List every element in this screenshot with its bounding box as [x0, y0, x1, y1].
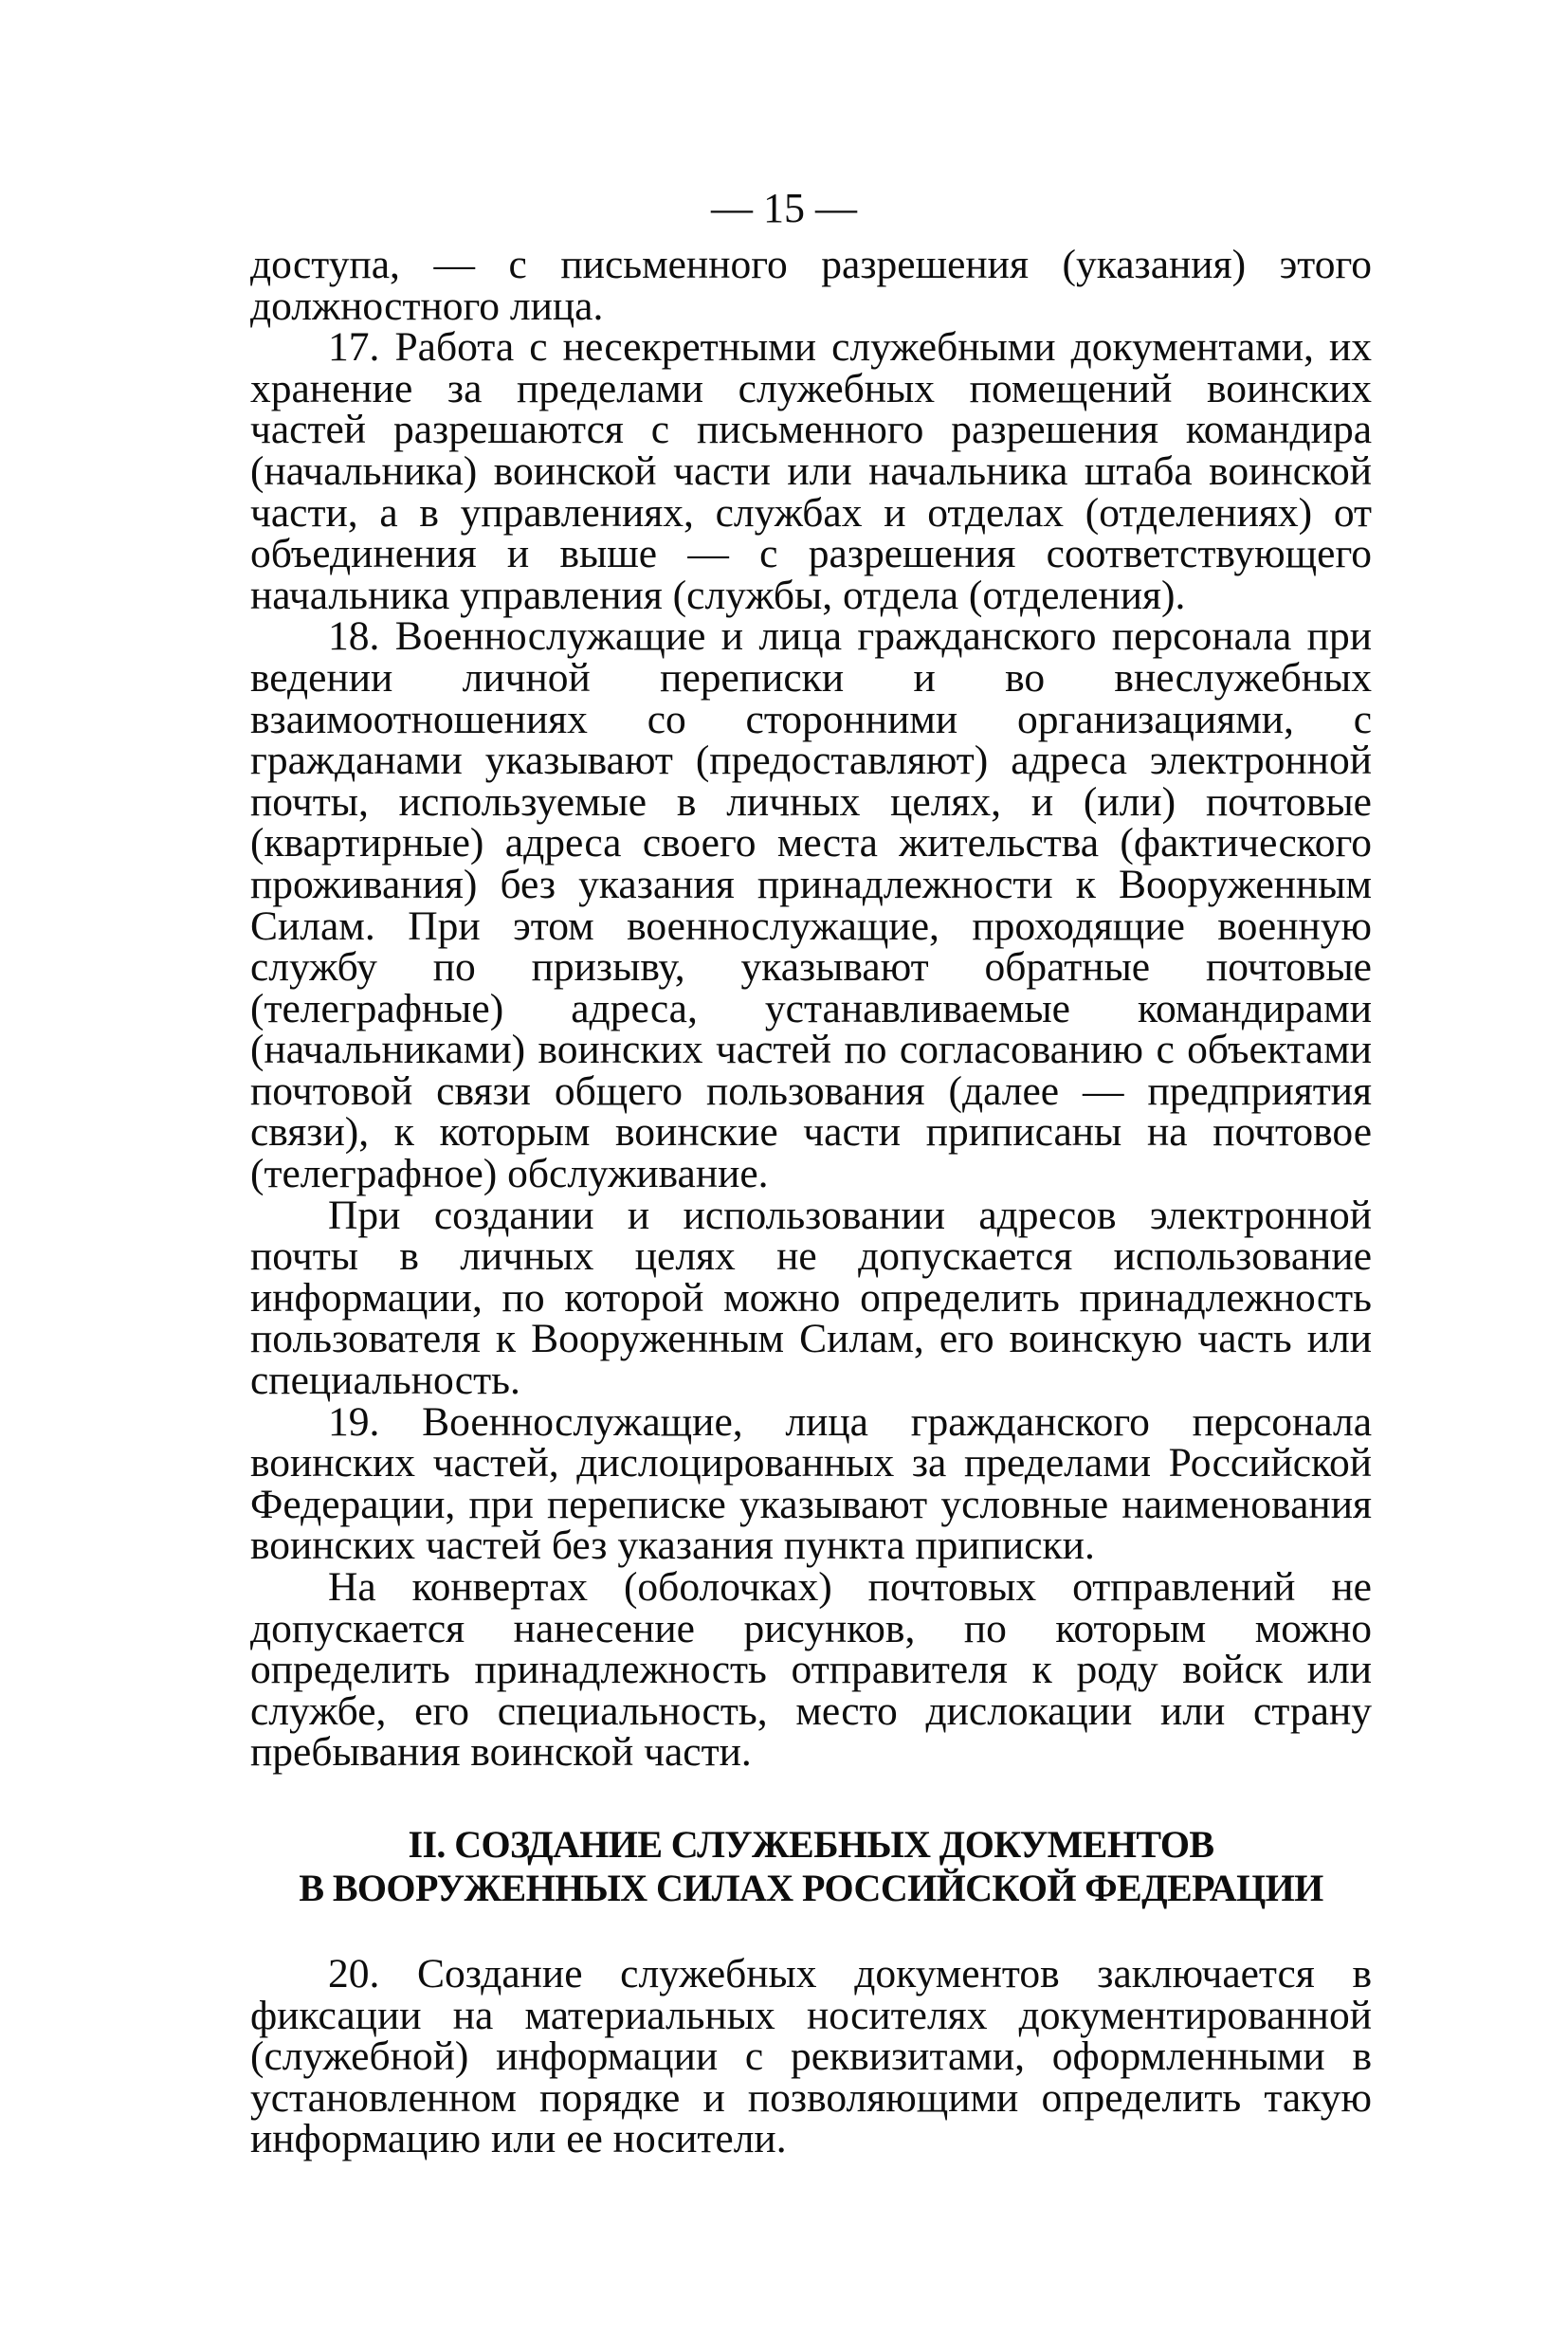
paragraph-18: 18. Военнослужащие и лица гражданского персонала при ведении личной переписки и во внеслужебных взаимоотношениях со сторонними организациями, с гражданами указывают (предоставляют) адреса электронной почты, используемые в личных целях, и (или) почтовые (квартирные) адреса своего места жительства (фактического проживания) без указания принадлежности к Вооруженным Силам. При этом военнослужащие, проходящие военную службу по призыву, указывают обратные почтовые (телеграфные) адреса, устанавливаемые командирами (начальниками) воинских частей по согласованию с объектами почтовой связи общего пользования (далее — предприятия связи), к которым воинские части приписаны на почтовое (телеграфное) обслуживание.: [250, 613, 1372, 1197]
paragraph-17: 17. Работа с несекретными служебными документами, их хранение за пределами служебных помещений воинских частей разрешаются с письменного разрешения командира (начальника) воинской части или начальника штаба воинской части, а в управлениях, службах и отделах (отделениях) от объединения и выше — с разрешения соответствующего начальника управления (службы, отдела (отделения).: [250, 324, 1372, 618]
paragraph-continuation: доступа, — с письменного разрешения (указания) этого должностного лица.: [250, 242, 1372, 329]
section-heading-line-2: В ВООРУЖЕННЫХ СИЛАХ РОССИЙСКОЙ ФЕДЕРАЦИИ: [299, 1866, 1323, 1909]
document-body: [250, 242, 1372, 2162]
paragraph-20: 20. Создание служебных документов заключается в фиксации на материальных носителях документированной (служебной) информации с реквизитами, оформленными в установленном порядке и позволяющими определить такую информацию или ее носители.: [250, 1950, 1372, 2162]
paragraph-18-second: При создании и использовании адресов электронной почты в личных целях не допускается использование информации, по которой можно определить принадлежность пользователя к Вооруженным Силам, его воинскую часть или специальность.: [250, 1192, 1372, 1404]
section-heading-line-1: II. СОЗДАНИЕ СЛУЖЕБНЫХ ДОКУМЕНТОВ: [408, 1822, 1214, 1866]
section-heading: [250, 1823, 1372, 1910]
paragraph-19-second: На конвертах (оболочках) почтовых отправлений не допускается нанесение рисунков, по которым можно определить принадлежность отправителя к роду войск или службе, его специальность, место дислокации или страну пребывания воинской части.: [250, 1564, 1372, 1776]
paragraph-19: 19. Военнослужащие, лица гражданского персонала воинских частей, дислоцированных за пределами Российской Федерации, при переписке указывают условные наименования воинских частей без указания пункта приписки.: [250, 1398, 1372, 1569]
page-number: — 15 —: [711, 185, 857, 231]
